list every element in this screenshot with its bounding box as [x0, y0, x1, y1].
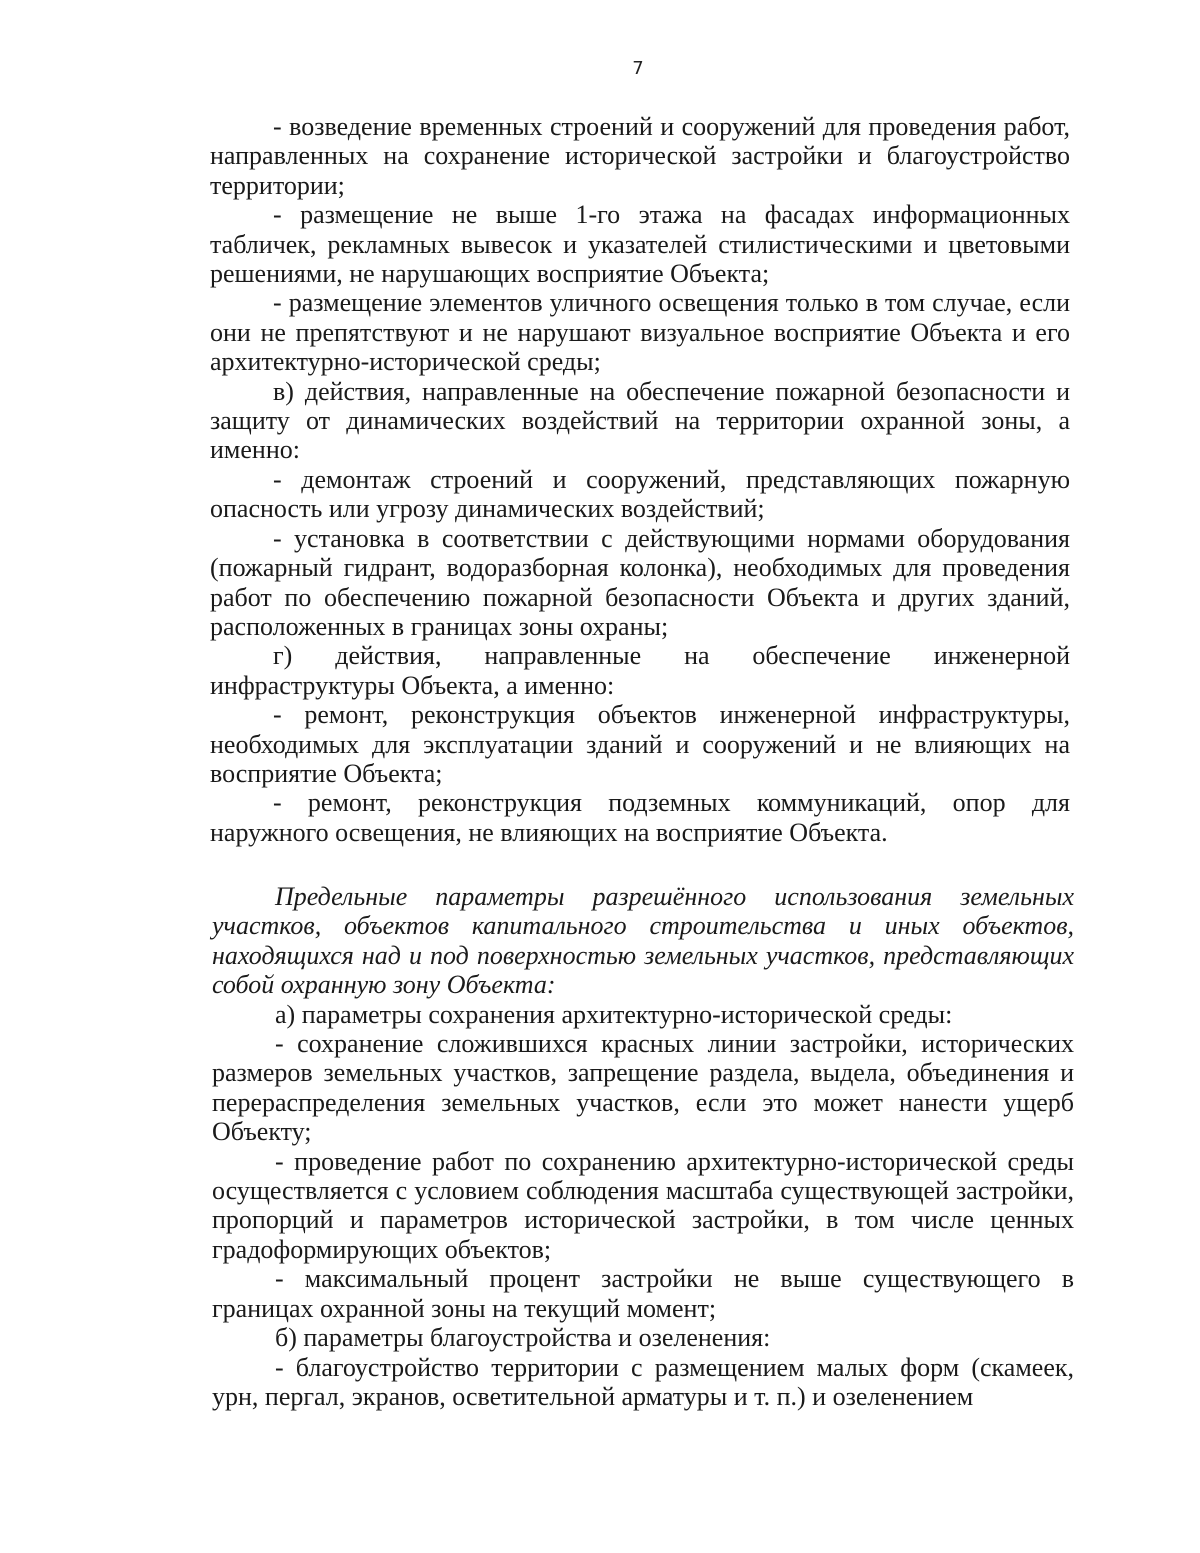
paragraph: - установка в соответствии с действующими нормами оборудования (пожарный гидрант, водоразборная колонка), необходимых для проведения работ по обеспечению пожарной безопасности Объекта и других зданий, расположенных в границах зоны охраны;: [210, 523, 1070, 641]
paragraph: - благоустройство территории с размещением малых форм (скамеек, урн, пергал, экранов, осветительной арматуры и т. п.) и озеленением: [212, 1352, 1074, 1411]
paragraph: - демонтаж строений и сооружений, представляющих пожарную опасность или угрозу динамических воздействий;: [210, 464, 1070, 524]
paragraph: - максимальный процент застройки не выше существующего в границах охранной зоны на текущий момент;: [212, 1264, 1074, 1323]
body-text-top: [210, 112, 1070, 847]
section-heading: Предельные параметры разрешённого использования земельных участков, объектов капитального строительства и иных объектов, находящихся над и под поверхностью земельных участков, представляющих собой охранную зону Объекта:: [212, 882, 1074, 1000]
body-text-bottom: [212, 882, 1074, 1411]
paragraph: - сохранение сложившихся красных линии застройки, исторических размеров земельных участков, запрещение раздела, выдела, объединения и перераспределения земельных участков, если это может нанести ущерб Объекту;: [212, 1029, 1074, 1147]
paragraph: в) действия, направленные на обеспечение пожарной безопасности и защиту от динамических воздействий на территории охранной зоны, а именно:: [210, 376, 1070, 465]
paragraph: - проведение работ по сохранению архитектурно-исторической среды осуществляется с условием соблюдения масштаба существующей застройки, пропорций и параметров исторической застройки, в том числе ценных градоформирующих объектов;: [212, 1146, 1074, 1264]
paragraph: б) параметры благоустройства и озеленения:: [275, 1323, 771, 1353]
paragraph: г) действия, направленные на обеспечение инженерной инфраструктуры Объекта, а именно:: [210, 641, 1070, 700]
page-number: 7: [632, 58, 644, 79]
paragraph: - размещение элементов уличного освещения только в том случае, если они не препятствуют и не нарушают визуальное восприятие Объекта и его архитектурно-исторической среды;: [210, 288, 1070, 377]
paragraph: - ремонт, реконструкция объектов инженерной инфраструктуры, необходимых для эксплуатации зданий и сооружений и не влияющих на восприятие Объекта;: [210, 700, 1070, 788]
paragraph: - размещение не выше 1-го этажа на фасадах информационных табличек, рекламных вывесок и указателей стилистическими и цветовыми решениями, не нарушающих восприятие Объекта;: [210, 200, 1070, 289]
paragraph: - возведение временных строений и сооружений для проведения работ, направленных на сохранение исторической застройки и благоустройство территории;: [210, 112, 1070, 200]
paragraph: - ремонт, реконструкция подземных коммуникаций, опор для наружного освещения, не влияющих на восприятие Объекта.: [210, 788, 1070, 847]
paragraph: а) параметры сохранения архитектурно-исторической среды:: [275, 999, 953, 1029]
